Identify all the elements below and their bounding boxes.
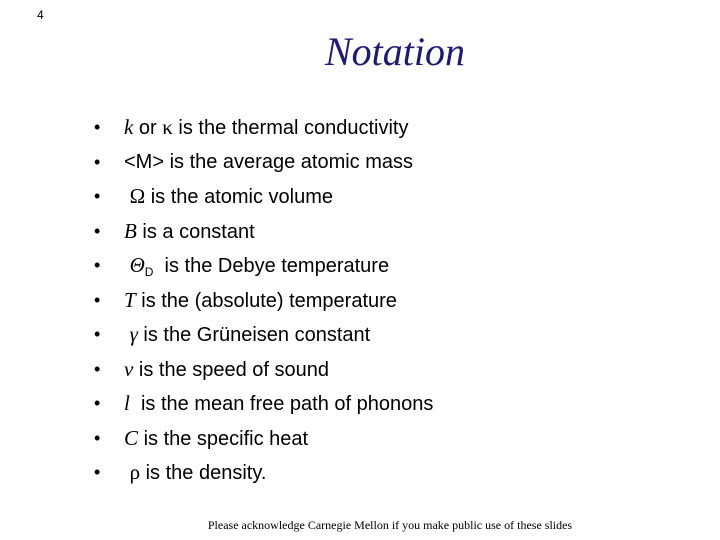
- slide-number: 4: [37, 8, 44, 22]
- bullet-icon: •: [94, 393, 101, 413]
- symbol-omega: Ω: [129, 184, 146, 208]
- symbol-gamma: γ: [129, 322, 138, 346]
- symbol-t: T: [124, 287, 136, 312]
- symbol-k: k: [124, 115, 134, 139]
- list-item-text: is the atomic volume: [145, 186, 334, 208]
- list-item-text: is the Grüneisen constant: [137, 324, 371, 346]
- symbol-v: v: [124, 356, 134, 381]
- list-item-content: [124, 147, 413, 177]
- list-item-text: is the speed of sound: [133, 358, 330, 381]
- bullet-icon: •: [94, 324, 101, 344]
- symbol-kappa: κ: [162, 115, 173, 139]
- list-item-content: [124, 181, 333, 212]
- list-item-connector: or: [133, 117, 163, 139]
- symbol-c: C: [124, 425, 139, 450]
- symbol-theta: Θ: [129, 253, 145, 277]
- bullet-icon: •: [94, 358, 101, 379]
- slide-title: Notation: [324, 29, 466, 74]
- list-item-content: [124, 354, 329, 385]
- list-item-text: is the Debye temperature: [153, 255, 390, 277]
- list-item-content: [124, 457, 266, 488]
- list-item-text: is the mean free path of phonons: [129, 393, 434, 415]
- list-item-text: is the specific heat: [138, 427, 309, 450]
- bullet-icon: •: [94, 220, 101, 241]
- bullet-icon: •: [94, 289, 101, 310]
- list-item-content: [124, 112, 408, 143]
- bullet-icon: •: [94, 427, 101, 448]
- symbol-l: l: [124, 391, 130, 415]
- list-item-content: [124, 216, 255, 247]
- list-item-text: is the thermal conductivity: [172, 117, 409, 139]
- symbol-rho: ρ: [129, 460, 141, 484]
- list-item-text: is the density.: [140, 462, 267, 484]
- list-item-content: [124, 319, 370, 350]
- list-item-content: [124, 250, 389, 287]
- list-item-text: is the (absolute) temperature: [135, 289, 397, 312]
- list-item-text: <M> is the average atomic mass: [124, 150, 414, 173]
- list-item-content: [124, 388, 433, 419]
- list-item-content: [124, 423, 308, 454]
- symbol-subscript-d: D: [144, 265, 154, 279]
- footer-acknowledgement: Please acknowledge Carnegie Mellon if you make public use of these slides: [207, 518, 573, 532]
- bullet-icon: •: [94, 117, 101, 137]
- symbol-b: B: [124, 218, 137, 243]
- bullet-icon: •: [94, 186, 101, 206]
- list-item-content: [124, 285, 397, 316]
- bullet-icon: •: [94, 462, 101, 482]
- bullet-icon: •: [94, 151, 101, 172]
- list-item-text: is a constant: [136, 220, 255, 243]
- bullet-icon: •: [94, 255, 101, 275]
